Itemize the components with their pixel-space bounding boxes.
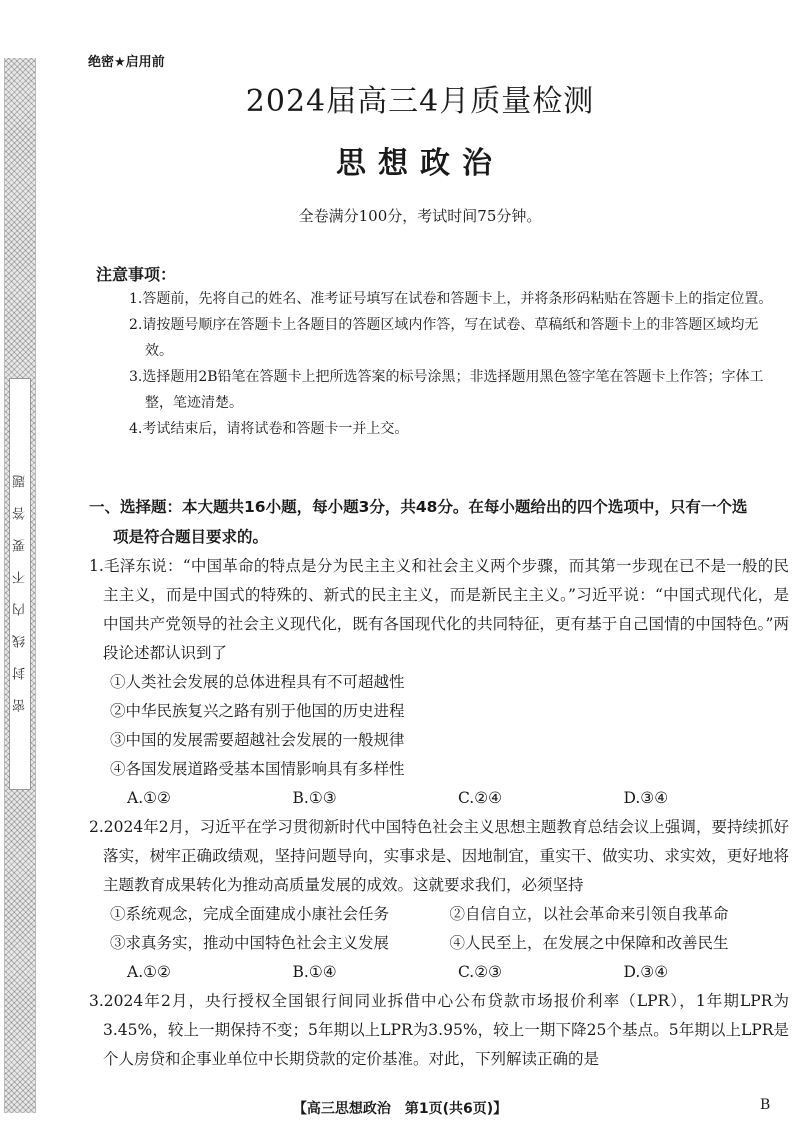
question-1-stem: 1.毛泽东说：“中国革命的特点是分为民主主义和社会主义两个步骤，而其第一步现在已不是一般的民主主义，而是中国式的特殊的、新式的民主主义，而是新民主主义。”习近平说：“中国式现代化，是中国共产党领导的社会主义现代化，既有各国现代化的共同特征，更有基于自己国情的中国特色。”两段论述都认识到了	[89, 557, 789, 662]
question-2-statement-1: ①系统观念，完成全面建成小康社会任务	[110, 905, 390, 923]
notice-item-3: 3.选择题用2B铅笔在答题卡上把所选答案的标号涂黑；非选择题用黑色签字笔在答题卡上作答；字体工整，笔迹清楚。	[129, 369, 764, 411]
notice-list	[129, 286, 779, 442]
question-1-choice-a: A.①②	[127, 789, 171, 807]
question-1-choice-d: D.③④	[623, 789, 669, 807]
question-2-choice-d: D.③④	[623, 963, 669, 981]
question-2-choices	[89, 958, 789, 987]
question-1-statement-1: ①人类社会发展的总体进程具有不可超越性	[110, 673, 405, 691]
seal-notice-text: 密封线内不要答题	[12, 456, 28, 712]
notice-item-4: 4.考试结束后，请将试卷和答题卡一并上交。	[129, 421, 409, 437]
question-2-statements-row-2	[89, 929, 789, 958]
section-heading	[89, 492, 789, 552]
section-heading-line1: 一、选择题：本大题共16小题，每小题3分，共48分。在每小题给出的四个选项中，只有一个选	[89, 498, 748, 516]
exam-title: 2024届高三4月质量检测	[245, 84, 595, 119]
question-1-choice-c: C.②④	[458, 789, 503, 807]
question-list	[89, 552, 789, 1074]
question-2-statement-4: ④人民至上，在发展之中保障和改善民生	[449, 934, 729, 952]
question-1-statement-2: ②中华民族复兴之路有别于他国的历史进程	[110, 702, 405, 720]
notice-title: 注意事项：	[96, 265, 177, 284]
question-2-statements-row-1	[89, 900, 789, 929]
question-2-stem: 2.2024年2月，习近平在学习贯彻新时代中国特色社会主义思想主题教育总结会议上强调，要持续抓好落实，树牢正确政绩观，坚持问题导向，实事求是、因地制宜，重实干、做实功、求实效，更好地将主题教育成果转化为推动高质量发展的成效。这就要求我们，必须坚持	[89, 818, 789, 894]
question-1-choice-b: B.①③	[292, 789, 337, 807]
notice-item-2: 2.请按题号顺序在答题卡上各题目的答题区域内作答，写在试卷、草稿纸和答题卡上的非答题区域均无效。	[129, 317, 759, 359]
question-2-choice-c: C.②③	[458, 963, 503, 981]
confidential-mark: 绝密★启用前	[88, 55, 165, 70]
subject-title: 思想政治	[336, 146, 504, 181]
question-2-statement-2: ②自信自立，以社会革命来引领自我革命	[449, 905, 729, 923]
paper-version: B	[760, 1097, 771, 1113]
section-heading-line2: 项是符合题目要求的。	[113, 528, 269, 546]
question-2-choice-a: A.①②	[127, 963, 171, 981]
seal-line-label	[9, 378, 31, 790]
question-1-statement-4: ④各国发展道路受基本国情影响具有多样性	[110, 760, 405, 778]
question-1-choices	[89, 784, 789, 813]
question-3-stem: 3.2024年2月，央行授权全国银行间同业拆借中心公布贷款市场报价利率（LPR），1年期LPR为3.45%，较上一期保持不变；5年期以上LPR为3.95%，较上一期下降25个基点。5年期以上LPR是个人房贷和企事业单位中长期贷款的定价基准。对此，下列解读正确的是	[89, 992, 789, 1068]
page-footer: 【高三思想政治 第1页(共6页)】	[292, 1101, 508, 1117]
question-2-choice-b: B.①④	[292, 963, 337, 981]
question-1-statement-3: ③中国的发展需要超越社会发展的一般规律	[110, 731, 405, 749]
notice-item-1: 1.答题前，先将自己的姓名、准考证号填写在试卷和答题卡上，并将条形码粘贴在答题卡上的指定位置。	[129, 291, 773, 307]
question-2-statement-3: ③求真务实，推动中国特色社会主义发展	[110, 934, 390, 952]
score-info: 全卷满分100分，考试时间75分钟。	[298, 207, 542, 225]
